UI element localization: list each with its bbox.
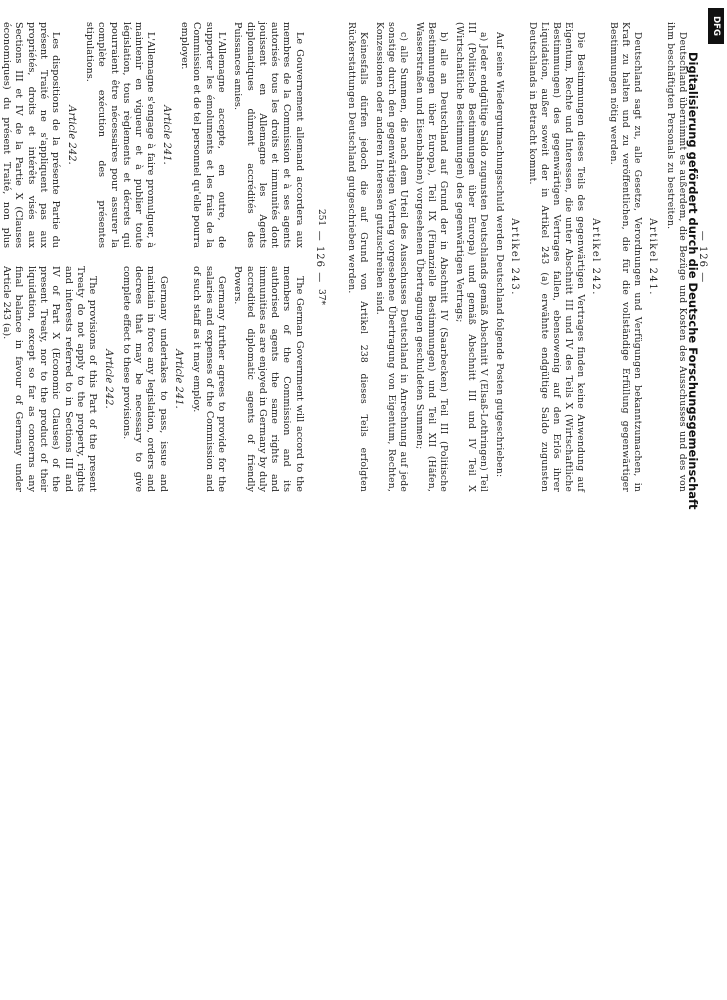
paragraph: Auf seine Wiedergutmachungsschuld werden Deutschland folgende Posten gutgeschrieben:	[493, 32, 505, 478]
paragraph: Die Bestimmungen dieses Teils des gegenwärtigen Vertrages finden keine Anwendung auf Eigentum, Rechte und Interessen, die unter Abschnitt III und IV des Teils X (Wirtschaftliche Bestimmungen) des gegenwärtigen Vertrages fallen, ebensowenig auf den Erlös ihrer Liquidation, außer soweit der in Artikel 243 (a) erwähnte endgültige Saldo zugunsten Deutschlands in Betracht kommt.	[526, 22, 586, 492]
paragraph: The German Government will accord to the members of the Commission and its authorised agents the same rights and immunities as are enjoyed in Germany by duly accredited diplomatic agents of friendly Powers.	[232, 266, 305, 492]
digitization-note: Digitalisierung gefördert durch die Deutsche Forschungsgemeinschaft	[686, 52, 700, 510]
paragraph: L'Allemagne s'engage à faire promulguer, à maintenir en vigueur et à publier toute législation, tous règlements et décrets qui pourraient être nécessaires pour assurer la complète exécution des présentes stipulations.	[83, 22, 157, 248]
page-number: 251	[315, 208, 326, 227]
sheet-signature: 37*	[315, 289, 326, 305]
article-heading: Article 242.	[65, 105, 77, 165]
article-heading: Article 242.	[102, 349, 114, 409]
paragraph: Germany undertakes to pass, issue and maintain in force any legislation, orders and decrees that may be necessary to give complete effect to these provisions.	[120, 266, 169, 492]
article-heading: Artikel 242.	[589, 218, 601, 296]
english-column	[0, 266, 305, 492]
paragraph: b) alle an Deutschland auf Grund der in Abschnitt IV (Saarbecken) Teil III (Politische Bestimmungen über Europa), Teil IX (Finanzielle Bestimmungen) und Teil XII (Häfen, Wasserstraßen und Eisenbahnen) vorgesehenen Übertragungen geschuldeten Summen;	[413, 22, 449, 492]
german-column	[341, 22, 688, 492]
paragraph: Deutschland sagt zu, alle Gesetze, Verordnungen und Verfügungen bekanntzumachen, in Kraft zu halten und zu veröffentlichen, die für die vollständige Erfüllung gegenwärtiger Bestimmungen nötig werden.	[607, 22, 643, 492]
paragraph: c) alle Summen, die nach dem Urteil des Ausschusses Deutschland in Anrechnung auf jede sonstige durch den gegenwärtigen Vertrag vorgesehene Übertragung von Eigentum, Rechten, Konzessionen oder anderen Interessen gutzuschreiben sind.	[373, 22, 409, 492]
page-header: — 126 —	[314, 230, 325, 284]
article-heading: Artikel 241.	[646, 218, 658, 296]
page-250	[0, 22, 325, 492]
page-footer	[314, 22, 326, 492]
article-heading: Article 241.	[160, 105, 172, 165]
paragraph: Germany further agrees to provide for the salaries and expenses of the Commission and of such staff as it may employ.	[191, 266, 227, 492]
dfg-logo: DFG	[708, 8, 724, 44]
paragraph: Le Gouvernement allemand accordera aux membres de la Commission et à ses agents autorisés tous les droits et immunités dont jouissent en Allemagne les Agents diplomatiques dûment accrédités des Puissances amies.	[232, 22, 305, 248]
paragraph: Keinesfalls dürfen jedoch die auf Grund von Artikel 238 dieses Teils erfolgten Rückerstattungen Deutschland gutgeschrieben werden.	[345, 22, 369, 492]
paragraph: Deutschland übernimmt es außerdem, die Bezüge und Kosten des Ausschusses und des von ihm beschäftigten Personals zu bestreiten.	[664, 22, 688, 492]
page-251	[314, 22, 708, 492]
article-heading: Article 241.	[173, 349, 185, 409]
paragraph: L'Allemagne accepte, en outre, de supporter les émoluments et les frais de la Commission et de tel personnel qu'elle pourra employer.	[179, 22, 227, 248]
paragraph: The provisions of this Part of the present Treaty do not apply to the property, rights and interests referred to in Sections III and IV of Part X (Economic Clauses) of the present Treaty, nor to the product of their liquidation, except so far as concerns any final balance in favour of Germany under Article 243 (a).	[1, 266, 99, 492]
article-heading: Artikel 243.	[508, 218, 520, 296]
paragraph: a) Jeder endgültige Saldo zugunsten Deutschlands gemäß Abschnitt V (Elsaß-Lothringen) Teil III (Politische Bestimmungen über Europa) und gemäß Abschnitt III und IV Teil X (Wirtschaftliche Bestimmungen) des gegenwärtigen Vertrags;	[453, 22, 489, 492]
paragraph: Les dispositions de la présente Partie du présent Traité ne s'appliquent pas aux propriétés, droits et intérêts visés aux Sections III et IV de la Partie X (Clauses économiques) du présent Traité, non plus	[1, 22, 62, 248]
french-column	[0, 22, 305, 248]
page-header: — 126 —	[697, 230, 708, 284]
